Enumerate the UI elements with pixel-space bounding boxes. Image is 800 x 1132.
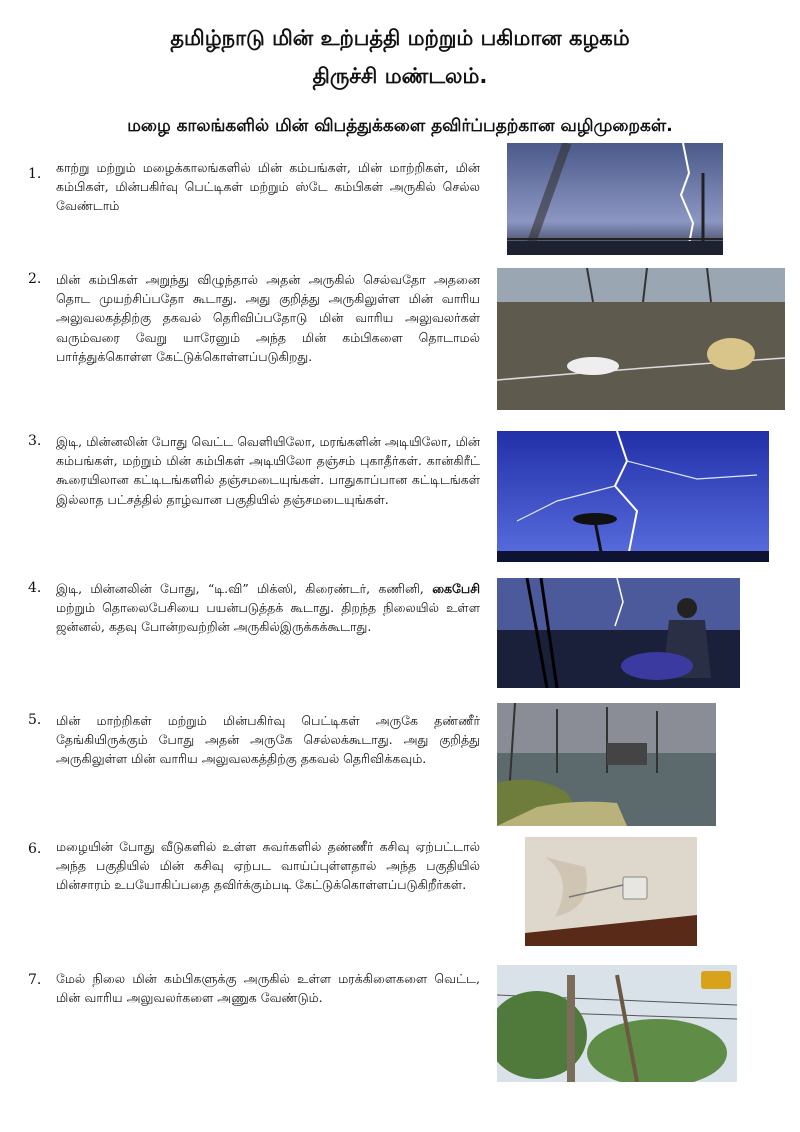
item-text: மேல் நிலை மின் கம்பிகளுக்கு அருகில் உள்ள மரக்கிளைகளை வெட்ட, மின் வாரிய அலுவலர்களை அணுக வேண்டும். bbox=[56, 971, 480, 1006]
item-text: மின் மாற்றிகள் மற்றும் மின்பகிர்வு பெட்டிகள் அருகே தண்ணீர் தேங்கியிருக்கும் போது அதன் அருகே செல்லக்கூடாது. அது குறித்து அருகிலுள்ள மின் வாரிய அலுவலகத்திற்கு தகவல் தெரிவிக்கவும். bbox=[56, 713, 480, 767]
lightning-street-photo bbox=[507, 143, 723, 255]
damp-wall-socket-photo bbox=[525, 837, 697, 946]
item-number: 3. bbox=[28, 433, 42, 449]
org-title: தமிழ்நாடு மின் உற்பத்தி மற்றும் பகிமான கழகம் bbox=[170, 26, 630, 50]
fallen-wire-photo bbox=[497, 268, 785, 410]
region-title: திருச்சி மண்டலம். bbox=[312, 64, 488, 88]
item-text: மின் கம்பிகள் அறுந்து விழுந்தால் அதன் அருகில் செல்வதோ அதனை தொட முயற்சிப்பதோ கூடாது. அது குறித்து அருகிலுள்ள மின் வாரிய அலுவலகத்திற்கு தகவல் தெரிவிப்பதோடு மின் வாரிய அலுவலர்கள் வரும்வரை வேறு யாரேனும் அந்த மின் கம்பிகளை தொடாமல் பார்த்துக்கொள்ள கேட்டுக்கொள்ளப்படுகிறது. bbox=[56, 272, 480, 364]
item-number: 5. bbox=[28, 712, 42, 728]
item-text: இடி, மின்னலின் போது வெட்ட வெளியிலோ, மரங்களின் அடியிலோ, மின் கம்பங்கள், மற்றும் மின் கம்பிகள் அடியிலோ தஞ்சம் புகாதீர்கள். கான்கிரீட் கூரையிலான கட்டிடங்களில் தஞ்சமடையுங்கள். பாதுகாப்பான கட்டிடங்கள் இல்லாத பட்சத்தில் தாழ்வான பகுதியில் தஞ்சமடையுங்கள். bbox=[56, 434, 480, 507]
item-text: மழையின் போது வீடுகளில் உள்ள சுவர்களில் தண்ணீர் கசிவு ஏற்பட்டால் அந்த பகுதியில் மின் கசிவு ஏற்பட வாய்ப்புள்ளதால் அந்த பகுதியில் மின்சாரம் உபயோகிப்பதை தவிர்க்கும்படி கேட்டுக்கொள்ளப்படுகிறீர்கள். bbox=[56, 839, 480, 893]
item-number: 1. bbox=[28, 166, 42, 182]
person-phone-lightning-photo bbox=[497, 578, 740, 688]
item-number: 4. bbox=[28, 580, 42, 596]
item-number: 2. bbox=[28, 271, 42, 287]
item-number: 7. bbox=[28, 972, 42, 988]
page-subtitle: மழை காலங்களில் மின் விபத்துக்களை தவிர்ப்பதற்கான வழிமுறைகள். bbox=[127, 116, 673, 136]
item-text: இடி, மின்னலின் போது, “டி.வி” மிக்ஸி, கிரைண்டர், கணினி, கைபேசி மற்றும் தொலைபேசியை பயன்படுத்தக் கூடாது. திறந்த நிலையில் உள்ள ஜன்னல், கதவு போன்றவற்றின் அருகில்இருக்கக்கூடாது. bbox=[56, 581, 480, 635]
item-text: காற்று மற்றும் மழைக்காலங்களில் மின் கம்பங்கள், மின் மாற்றிகள், மின் கம்பிகள், மின்பகிர்வு பெட்டிகள் மற்றும் ஸ்டே கம்பிகள் அருகில் செல்ல வேண்டாம் bbox=[56, 160, 480, 214]
flooded-transformer-photo bbox=[497, 703, 716, 826]
lightning-sky-photo bbox=[497, 431, 769, 562]
tree-near-powerline-photo bbox=[497, 965, 737, 1082]
item-number: 6. bbox=[28, 841, 42, 857]
bold-word: கைபேசி bbox=[432, 581, 480, 596]
